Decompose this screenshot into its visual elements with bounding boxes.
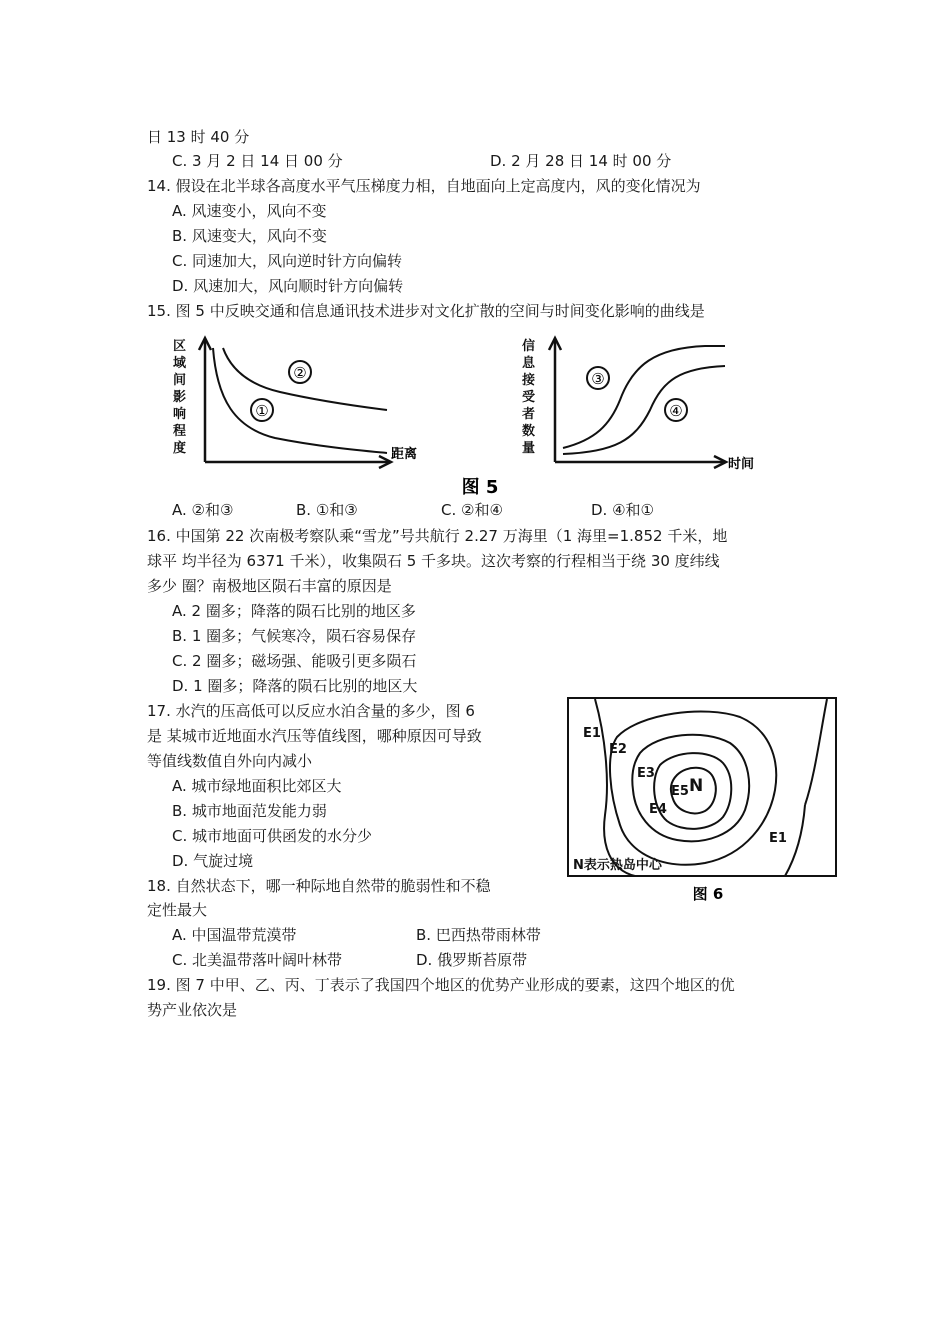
q16-line-3: 多少 圈？南极地区陨石丰富的原因是 <box>147 577 392 595</box>
fig5-curve-3-label: ③ <box>591 370 605 388</box>
q15-stem: 15. 图 5 中反映交通和信息通讯技术进步对文化扩散的空间与时间变化影响的曲线是 <box>147 302 705 320</box>
q15-option-d: D. ④和① <box>591 501 654 519</box>
fig6-legend: N表示热岛中心 <box>573 858 662 873</box>
q17-line-3: 等值线数值自外向内减小 <box>147 752 313 770</box>
fig6-label-e1-top: E1 <box>583 726 601 741</box>
fig5-right-ylabel-char: 数 <box>522 424 536 439</box>
fig5-caption: 图 5 <box>461 477 499 498</box>
fig5-left-ylabel-char: 影 <box>173 390 187 405</box>
fig5-curve-3 <box>563 346 725 448</box>
q16-option-d: D. 1 圈多；降落的陨石比别的地区大 <box>172 677 418 695</box>
q16-option-a: A. 2 圈多；降落的陨石比别的地区多 <box>172 602 416 620</box>
q19-line-1: 19. 图 7 中甲、乙、丙、丁表示了我国四个地区的优势产业形成的要素，这四个地区的优 <box>147 976 735 994</box>
q17-option-d: D. 气旋过境 <box>172 852 254 870</box>
q18-option-d: D. 俄罗斯苔原带 <box>416 951 528 969</box>
fig5-curve-1-label: ① <box>255 402 269 420</box>
q18-line-1: 18. 自然状态下，哪一种际地自然带的脆弱性和不稳 <box>147 877 491 895</box>
fig5-right-xlabel: 时间 <box>728 457 755 472</box>
q17-line-2: 是 某城市近地面水汽压等值线图，哪种原因可导致 <box>147 727 482 745</box>
fig5-left-ylabel-char: 间 <box>173 373 187 388</box>
q15-option-c: C. ②和④ <box>441 501 503 519</box>
q18-option-c: C. 北美温带落叶阔叶林带 <box>172 951 343 969</box>
fig5-left-xlabel: 距离 <box>391 447 418 462</box>
fig6-caption: 图 6 <box>692 885 724 903</box>
fig5-right-ylabel <box>521 338 536 456</box>
q14-option-b: B. 风速变大，风向不变 <box>172 227 327 245</box>
fig6-label-e2: E2 <box>609 742 627 757</box>
q17-option-c: C. 城市地面可供函发的水分少 <box>172 827 373 845</box>
q15-option-a: A. ②和③ <box>172 501 234 519</box>
figure-5 <box>165 330 785 500</box>
q16-line-2: 球平 均半径为 6371 千米），收集陨石 5 千多块。这次考察的行程相当于绕 30 度纬线 <box>147 552 720 570</box>
q17-line-1: 17. 水汽的压高低可以反应水泊含量的多少，图 6 <box>147 702 475 720</box>
q13-option-c: C. 3 月 2 日 14 日 00 分 <box>172 152 343 170</box>
fig5-right-ylabel-char: 信 <box>522 339 536 354</box>
q18-option-b: B. 巴西热带雨林带 <box>416 926 541 944</box>
fig5-right-ylabel-char: 息 <box>522 356 536 371</box>
fig5-left-ylabel-char: 度 <box>173 441 187 456</box>
fig5-left-ylabel-char: 程 <box>173 424 187 439</box>
q14-option-d: D. 风速加大，风向顺时针方向偏转 <box>172 277 404 295</box>
q17-option-a: A. 城市绿地面积比郊区大 <box>172 777 342 795</box>
fig5-right-ylabel-char: 受 <box>522 390 536 405</box>
q16-option-c: C. 2 圈多；磁场强、能吸引更多陨石 <box>172 652 417 670</box>
fig5-left-ylabel-char: 区 <box>173 339 187 354</box>
fig5-right-ylabel-char: 量 <box>522 441 536 456</box>
fig6-label-e1-right: E1 <box>769 831 787 846</box>
q14-option-c: C. 同速加大，风向逆时针方向偏转 <box>172 252 403 270</box>
q14-stem: 14. 假设在北半球各高度水平气压梯度力相，自地面向上定高度内，风的变化情况为 <box>147 177 701 195</box>
fig5-left-ylabel <box>173 338 187 456</box>
q18-line-2: 定性最大 <box>147 901 208 919</box>
q16-line-1: 16. 中国第 22 次南极考察队乘“雪龙”号共航行 2.27 万海里（1 海里=1.852 千米，地 <box>147 527 728 545</box>
fig6-label-e4: E4 <box>649 802 667 817</box>
figure-6 <box>565 695 841 907</box>
fig5-right-ylabel-char: 接 <box>522 373 536 388</box>
q19-line-2: 势产业依次是 <box>147 1001 238 1019</box>
fig5-left-ylabel-char: 响 <box>173 407 187 422</box>
fig6-label-e3: E3 <box>637 766 655 781</box>
q13-continuation: 日 13 时 40 分 <box>147 128 250 146</box>
fig6-label-e5: E5 <box>671 784 689 799</box>
q14-option-a: A. 风速变小，风向不变 <box>172 202 327 220</box>
fig5-curve-4-label: ④ <box>669 402 683 420</box>
q17-option-b: B. 城市地面范发能力弱 <box>172 802 327 820</box>
q13-option-d: D. 2 月 28 日 14 时 00 分 <box>490 152 672 170</box>
q18-option-a: A. 中国温带荒漠带 <box>172 926 297 944</box>
q15-option-b: B. ①和③ <box>296 501 358 519</box>
fig5-right-axes <box>549 338 726 468</box>
fig5-curve-2-label: ② <box>293 364 307 382</box>
fig6-label-n: N <box>689 776 704 796</box>
fig5-right-ylabel-char: 者 <box>522 407 536 422</box>
fig5-left-ylabel-char: 域 <box>173 356 187 371</box>
q16-option-b: B. 1 圈多；气候寒冷，陨石容易保存 <box>172 627 417 645</box>
